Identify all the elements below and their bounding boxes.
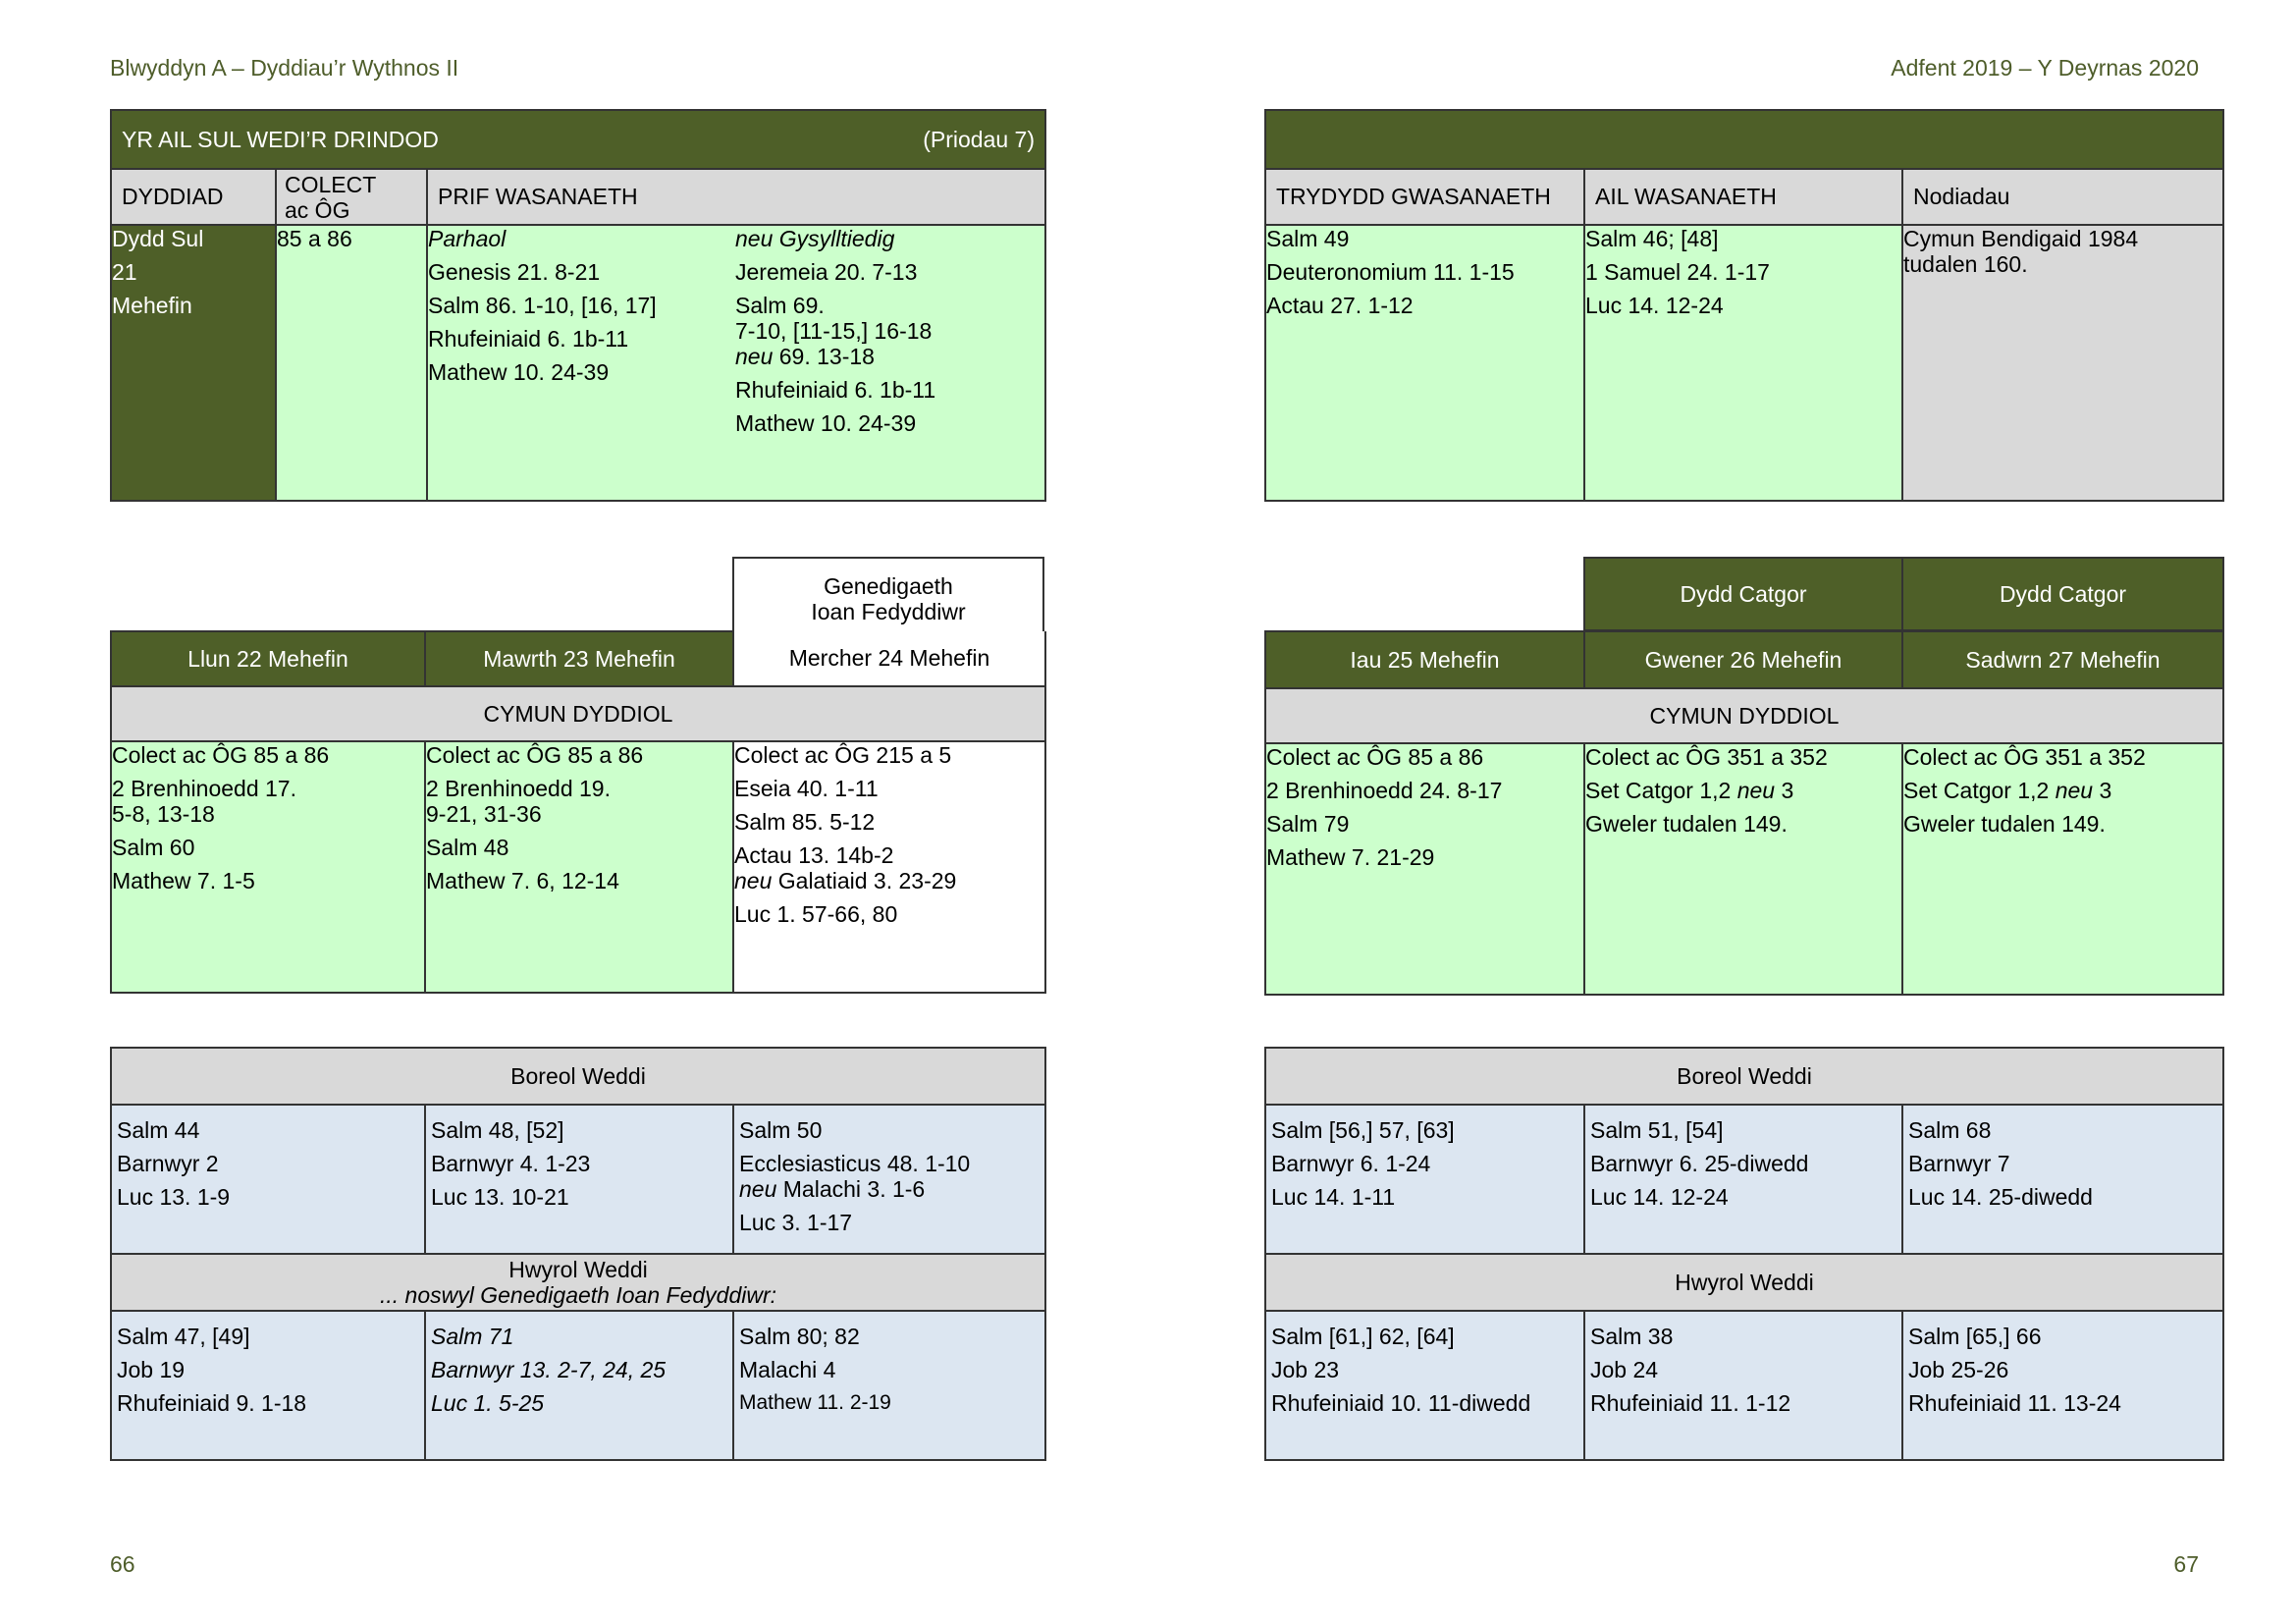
hwyrol-tue-2: Barnwyr 13. 2-7, 24, 25 [431, 1357, 667, 1382]
boreol-wed-2: Ecclesiasticus 48. 1-10 [739, 1151, 971, 1176]
cymun-wed-neu: neu [734, 868, 773, 893]
sunday-date-month: Mehefin [112, 293, 192, 318]
cymun-mon [111, 741, 425, 993]
hwyrol-tue-1: Salm 71 [431, 1324, 514, 1349]
col-colect-2: ac ÔG [285, 196, 350, 223]
cymun-fri-3: Gweler tudalen 149. [1585, 811, 1788, 837]
col-trydydd: TRYDYDD GWASANAETH [1265, 169, 1584, 225]
cymun-mon-5: Mathew 7. 1-5 [112, 868, 255, 893]
sunday-cysyll-3: Rhufeiniaid 6. 1b-11 [735, 377, 936, 403]
col-colect [276, 169, 427, 225]
sunday-title: YR AIL SUL WEDI’R DRINDOD [122, 126, 439, 152]
prayer-table-left [110, 1047, 1046, 1461]
trydydd-3: Actau 27. 1-12 [1266, 293, 1414, 318]
boreol-fri-3: Luc 14. 12-24 [1590, 1184, 1729, 1210]
sunday-cysyll-2a: Salm 69. [735, 293, 825, 318]
boreol-tue-1: Salm 48, [52] [431, 1117, 564, 1143]
sunday-note: (Priodau 7) [923, 126, 1035, 152]
hwyrol-tue-3: Luc 1. 5-25 [431, 1390, 545, 1416]
hwyrol-tue [425, 1311, 733, 1460]
col-prif: PRIF WASANAETH [427, 169, 1045, 225]
hwyrol-wed-3: Mathew 11. 2-19 [739, 1391, 891, 1414]
cymun-sat-2a: Set Catgor 1,2 [1903, 778, 2056, 803]
boreol-thu-3: Luc 14. 1-11 [1271, 1184, 1396, 1210]
sunday-parhaol-3: Rhufeiniaid 6. 1b-11 [428, 326, 629, 352]
boreol-fri-2: Barnwyr 6. 25-diwedd [1590, 1151, 1809, 1176]
boreol-title-right: Boreol Weddi [1265, 1048, 2223, 1105]
sunday-cysyll-neu: neu [735, 344, 774, 369]
hwyrol-wed [733, 1311, 1045, 1460]
boreol-fri [1584, 1105, 1902, 1254]
day-tue: Mawrth 23 Mehefin [425, 631, 733, 686]
weekday-table-right [1264, 630, 2224, 996]
cymun-thu [1265, 743, 1584, 995]
sunday-ail-cell [1584, 225, 1902, 501]
col-colect-1: COLECT [285, 171, 377, 197]
cymun-mon-2: 2 Brenhinoedd 17. [112, 776, 296, 801]
sunday-colect: 85 a 86 [277, 226, 352, 251]
sunday-parhaol-2: Salm 86. 1-10, [16, 17] [428, 293, 657, 318]
day-mon: Llun 22 Mehefin [111, 631, 425, 686]
hwyrol-thu [1265, 1311, 1584, 1460]
boreol-sat-1: Salm 68 [1908, 1117, 1992, 1143]
cymun-tue [425, 741, 733, 993]
col-ail: AIL WASANAETH [1584, 169, 1902, 225]
feast-1: Genedigaeth [824, 573, 953, 599]
hwyrol-title-right: Hwyrol Weddi [1265, 1254, 2223, 1311]
sunday-title-bar-right [1265, 110, 2223, 169]
sunday-date-day: Dydd Sul [112, 226, 204, 251]
sunday-parhaol-head: Parhaol [428, 226, 507, 251]
hwyrol-mon-3: Rhufeiniaid 9. 1-18 [117, 1390, 307, 1416]
hwyrol-sat [1902, 1311, 2223, 1460]
boreol-mon-3: Luc 13. 1-9 [117, 1184, 231, 1210]
boreol-sat [1902, 1105, 2223, 1254]
cymun-sat-neu: neu [2055, 778, 2094, 803]
sunday-trydydd-cell [1265, 225, 1584, 501]
day-thu: Iau 25 Mehefin [1265, 631, 1584, 688]
boreol-wed-1: Salm 50 [739, 1117, 823, 1143]
cymun-wed-3: Salm 85. 5-12 [734, 809, 876, 835]
cymun-mon-3: 5-8, 13-18 [112, 801, 215, 827]
day-fri: Gwener 26 Mehefin [1584, 631, 1902, 688]
nodiadau-2: tudalen 160. [1903, 251, 2028, 277]
cymun-tue-3: 9-21, 31-36 [426, 801, 542, 827]
weekday-table-left [110, 630, 1046, 994]
cymun-wed [733, 741, 1045, 993]
page-number-left: 66 [110, 1551, 135, 1577]
cymun-thu-1: Colect ac ÔG 85 a 86 [1266, 744, 1484, 770]
hwyrol-fri-2: Job 24 [1590, 1357, 1659, 1382]
col-dyddiad: DYDDIAD [111, 169, 276, 225]
sunday-cysyll-head: neu Gysylltiedig [735, 226, 895, 251]
cymun-fri-neu: neu [1736, 778, 1776, 803]
cymun-mon-1: Colect ac ÔG 85 a 86 [112, 742, 330, 768]
boreol-mon-1: Salm 44 [117, 1117, 200, 1143]
boreol-thu [1265, 1105, 1584, 1254]
sunday-cysyll-4: Mathew 10. 24-39 [735, 410, 917, 436]
cymun-wed-5: Galatiaid 3. 23-29 [772, 868, 957, 893]
boreol-wed [733, 1105, 1045, 1254]
cymun-wed-4: Actau 13. 14b-2 [734, 842, 894, 868]
hwyrol-fri-3: Rhufeiniaid 11. 1-12 [1590, 1390, 1791, 1416]
cymun-sat-1: Colect ac ÔG 351 a 352 [1903, 744, 2146, 770]
catgor-header [1583, 557, 2224, 631]
boreol-mon-2: Barnwyr 2 [117, 1151, 219, 1176]
cymun-wed-1: Colect ac ÔG 215 a 5 [734, 742, 952, 768]
cymun-fri [1584, 743, 1902, 995]
boreol-tue-2: Barnwyr 4. 1-23 [431, 1151, 591, 1176]
sunday-cysyll-1: Jeremeia 20. 7-13 [735, 259, 918, 285]
nodiadau-1: Cymun Bendigaid 1984 [1903, 226, 2139, 251]
boreol-sat-3: Luc 14. 25-diwedd [1908, 1184, 2093, 1210]
hwyrol-title-left: Hwyrol Weddi [508, 1257, 648, 1282]
sunday-cysyll-2b: 7-10, [11-15,] 16-18 [735, 318, 933, 344]
boreol-sat-2: Barnwyr 7 [1908, 1151, 2010, 1176]
cymun-sat [1902, 743, 2223, 995]
header-right: Adfent 2019 – Y Deyrnas 2020 [1891, 55, 2199, 81]
boreol-mon [111, 1105, 425, 1254]
cymun-thu-3: Salm 79 [1266, 811, 1350, 837]
boreol-title-left: Boreol Weddi [111, 1048, 1045, 1105]
cymun-thu-2: 2 Brenhinoedd 24. 8-17 [1266, 778, 1503, 803]
cymun-fri-2b: 3 [1775, 778, 1794, 803]
cymun-tue-2: 2 Brenhinoedd 19. [426, 776, 611, 801]
hwyrol-sat-1: Salm [65,] 66 [1908, 1324, 2042, 1349]
boreol-tue-3: Luc 13. 10-21 [431, 1184, 569, 1210]
hwyrol-fri [1584, 1311, 1902, 1460]
cymun-wed-6: Luc 1. 57-66, 80 [734, 901, 898, 927]
cymun-thu-4: Mathew 7. 21-29 [1266, 844, 1435, 870]
cymun-tue-5: Mathew 7. 6, 12-14 [426, 868, 619, 893]
feast-2: Ioan Fedyddiwr [811, 599, 966, 624]
hwyrol-title-left-cell [111, 1254, 1045, 1311]
hwyrol-sat-2: Job 25-26 [1908, 1357, 2009, 1382]
boreol-wed-neu: neu [739, 1176, 777, 1202]
sunday-cysyll-2c: 69. 13-18 [773, 344, 875, 369]
sunday-parhaol-1: Genesis 21. 8-21 [428, 259, 601, 285]
ail-3: Luc 14. 12-24 [1585, 293, 1724, 318]
sunday-nodiadau-cell [1902, 225, 2223, 501]
trydydd-1: Salm 49 [1266, 226, 1350, 251]
cymun-sat-2b: 3 [2093, 778, 2112, 803]
hwyrol-fri-1: Salm 38 [1590, 1324, 1674, 1349]
cymun-title-left: CYMUN DYDDIOL [111, 686, 1045, 741]
hwyrol-sat-3: Rhufeiniaid 11. 13-24 [1908, 1390, 2121, 1416]
catgor-sat: Dydd Catgor [1902, 558, 2223, 630]
ail-1: Salm 46; [48] [1585, 226, 1719, 251]
hwyrol-wed-2: Malachi 4 [739, 1357, 836, 1382]
boreol-wed-3: Malachi 3. 1-6 [776, 1176, 926, 1202]
sunday-title-bar [111, 110, 1045, 169]
header-left: Blwyddyn A – Dyddiau’r Wythnos II [110, 55, 459, 81]
sunday-parhaol-4: Mathew 10. 24-39 [428, 359, 610, 385]
prayer-table-right [1264, 1047, 2224, 1461]
cymun-mon-4: Salm 60 [112, 835, 195, 860]
cymun-title-right: CYMUN DYDDIOL [1265, 688, 2223, 743]
trydydd-2: Deuteronomium 11. 1-15 [1266, 259, 1515, 285]
catgor-fri: Dydd Catgor [1584, 558, 1902, 630]
cymun-wed-2: Eseia 40. 1-11 [734, 776, 879, 801]
boreol-thu-1: Salm [56,] 57, [63] [1271, 1117, 1455, 1143]
boreol-wed-4: Luc 3. 1-17 [739, 1210, 853, 1235]
sunday-cysyll-cell [735, 225, 1045, 501]
cymun-tue-4: Salm 48 [426, 835, 509, 860]
hwyrol-mon [111, 1311, 425, 1460]
page-number-right: 67 [2173, 1551, 2199, 1577]
hwyrol-wed-1: Salm 80; 82 [739, 1324, 860, 1349]
boreol-thu-2: Barnwyr 6. 1-24 [1271, 1151, 1431, 1176]
hwyrol-mon-2: Job 19 [117, 1357, 186, 1382]
cymun-fri-2a: Set Catgor 1,2 [1585, 778, 1737, 803]
sunday-table-right [1264, 109, 2224, 502]
cymun-sat-3: Gweler tudalen 149. [1903, 811, 2106, 837]
hwyrol-mon-1: Salm 47, [49] [117, 1324, 250, 1349]
boreol-fri-1: Salm 51, [54] [1590, 1117, 1724, 1143]
sunday-colect-cell [276, 225, 427, 501]
feast-header [732, 557, 1044, 631]
cymun-fri-1: Colect ac ÔG 351 a 352 [1585, 744, 1828, 770]
boreol-tue [425, 1105, 733, 1254]
day-sat: Sadwrn 27 Mehefin [1902, 631, 2223, 688]
hwyrol-thu-1: Salm [61,] 62, [64] [1271, 1324, 1455, 1349]
sunday-parhaol-cell [427, 225, 735, 501]
hwyrol-sub-left: ... noswyl Genedigaeth Ioan Fedyddiwr: [380, 1282, 777, 1308]
sunday-date-num: 21 [112, 259, 137, 285]
day-wed: Mercher 24 Mehefin [733, 631, 1045, 686]
hwyrol-thu-2: Job 23 [1271, 1357, 1340, 1382]
sunday-date-cell [111, 225, 276, 501]
cymun-tue-1: Colect ac ÔG 85 a 86 [426, 742, 644, 768]
sunday-table [110, 109, 1046, 502]
hwyrol-thu-3: Rhufeiniaid 10. 11-diwedd [1271, 1390, 1531, 1416]
col-nodiadau: Nodiadau [1902, 169, 2223, 225]
ail-2: 1 Samuel 24. 1-17 [1585, 259, 1770, 285]
